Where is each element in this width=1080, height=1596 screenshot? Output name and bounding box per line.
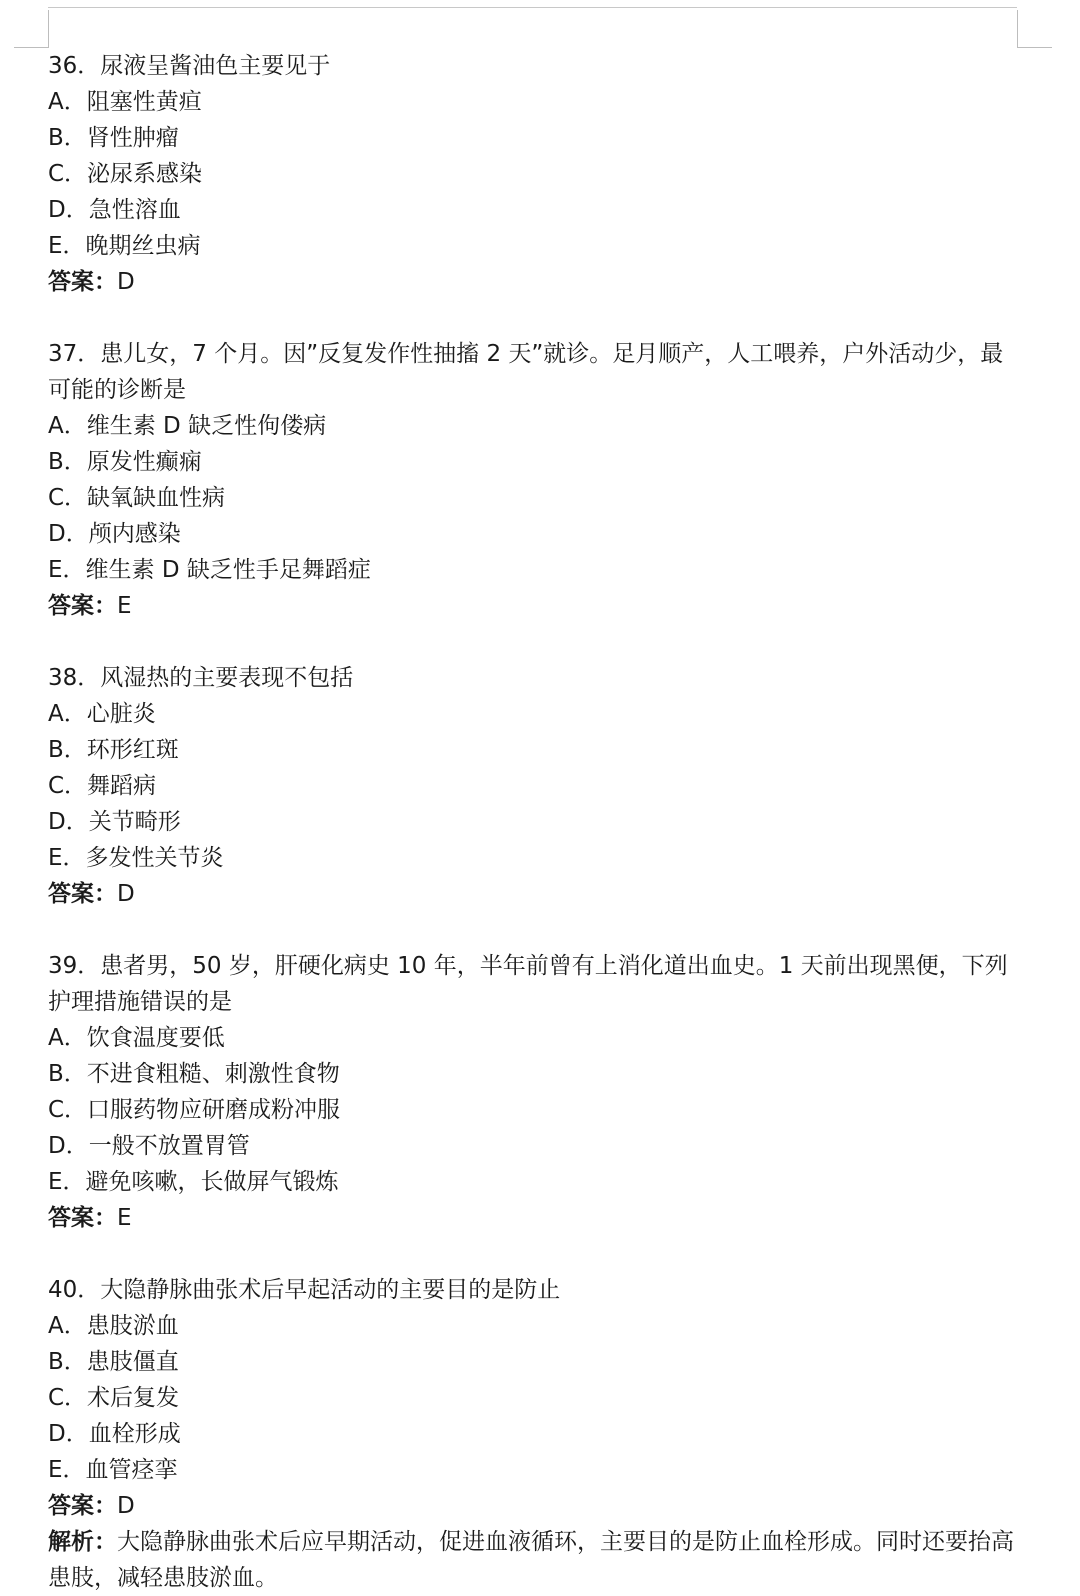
answer-label: 答案： xyxy=(48,881,117,907)
analysis-line xyxy=(48,1524,1023,1596)
page-header-line xyxy=(48,7,1017,8)
crop-mark-top-left xyxy=(14,10,49,48)
option-d: D．血栓形成 xyxy=(48,1421,181,1447)
answer-value: D xyxy=(117,881,135,907)
option-c: C．缺氧缺血性病 xyxy=(48,485,226,511)
answer-value: D xyxy=(117,269,135,295)
option-e: E．多发性关节炎 xyxy=(48,845,224,871)
option-d: D．一般不放置胃管 xyxy=(48,1133,250,1159)
option-c: C．泌尿系感染 xyxy=(48,161,203,187)
option-c: C．舞蹈病 xyxy=(48,773,157,799)
analysis-label: 解析： xyxy=(48,1529,117,1555)
answer-line xyxy=(48,264,1023,300)
option-e: E．血管痉挛 xyxy=(48,1457,178,1483)
option-e: E．维生素 D 缺乏性手足舞蹈症 xyxy=(48,557,371,583)
answer-value: E xyxy=(117,1205,132,1231)
option-d: D．关节畸形 xyxy=(48,809,181,835)
option-e: E．避免咳嗽，长做屏气锻炼 xyxy=(48,1169,339,1195)
answer-value: D xyxy=(117,1493,135,1519)
option-d: D．颅内感染 xyxy=(48,521,181,547)
answer-value: E xyxy=(117,593,132,619)
option-a: A．阻塞性黄疸 xyxy=(48,89,202,115)
answer-label: 答案： xyxy=(48,1205,117,1231)
option-c: C．口服药物应研磨成粉冲服 xyxy=(48,1097,341,1123)
option-d: D．急性溶血 xyxy=(48,197,181,223)
crop-mark-top-right xyxy=(1017,10,1052,48)
answer-line xyxy=(48,1200,1023,1236)
answer-line xyxy=(48,588,1023,624)
option-a: A．患肢淤血 xyxy=(48,1313,179,1339)
analysis-text: 大隐静脉曲张术后应早期活动，促进血液循环，主要目的是防止血栓形成。同时还要抬高患肢，减轻患肢淤血。 xyxy=(48,1529,1014,1591)
question-stem: 38．风湿热的主要表现不包括 xyxy=(48,665,354,691)
answer-line xyxy=(48,1488,1023,1524)
question-37 xyxy=(48,336,1023,624)
option-b: B．肾性肿瘤 xyxy=(48,125,179,151)
option-b: B．患肢僵直 xyxy=(48,1349,179,1375)
option-c: C．术后复发 xyxy=(48,1385,180,1411)
answer-label: 答案： xyxy=(48,593,117,619)
question-38 xyxy=(48,660,1023,912)
question-stem: 40．大隐静脉曲张术后早起活动的主要目的是防止 xyxy=(48,1277,561,1303)
answer-label: 答案： xyxy=(48,269,117,295)
option-e: E．晚期丝虫病 xyxy=(48,233,201,259)
option-a: A．心脏炎 xyxy=(48,701,156,727)
question-40 xyxy=(48,1272,1023,1596)
option-b: B．原发性癫痫 xyxy=(48,449,202,475)
document-body xyxy=(48,48,1023,1596)
answer-line xyxy=(48,876,1023,912)
question-39 xyxy=(48,948,1023,1236)
answer-label: 答案： xyxy=(48,1493,117,1519)
question-36 xyxy=(48,48,1023,300)
question-stem: 37．患儿女，7 个月。因”反复发作性抽搐 2 天”就诊。足月顺产，人工喂养，户外活动少，最可能的诊断是 xyxy=(48,341,1004,403)
question-stem: 36．尿液呈酱油色主要见于 xyxy=(48,53,331,79)
question-stem: 39．患者男，50 岁，肝硬化病史 10 年，半年前曾有上消化道出血史。1 天前出现黑便，下列护理措施错误的是 xyxy=(48,953,1008,1015)
option-b: B．环形红斑 xyxy=(48,737,179,763)
option-b: B．不进食粗糙、刺激性食物 xyxy=(48,1061,340,1087)
option-a: A．饮食温度要低 xyxy=(48,1025,225,1051)
option-a: A．维生素 D 缺乏性佝偻病 xyxy=(48,413,327,439)
